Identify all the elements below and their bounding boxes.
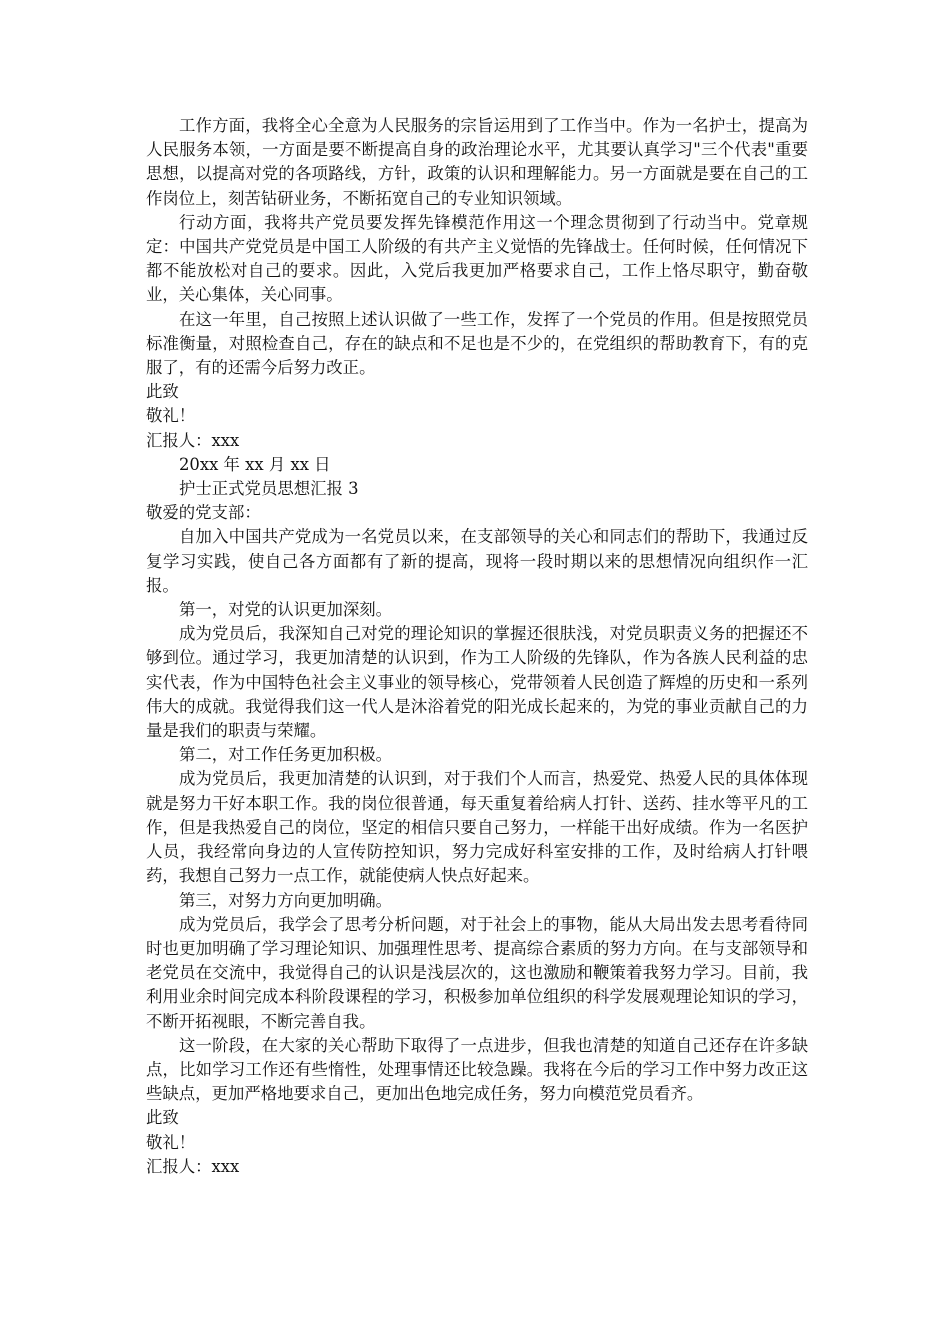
paragraph-action: 行动方面，我将共产党员要发挥先锋模范作用这一个理念贯彻到了行动当中。党章规定：中国共产党党员是中国工人阶级的有共产主义觉悟的先锋战士。任何时候，任何情况下都不能放松对自己的要求。因此，入党后我更加严格要求自己，工作上恪尽职守，勤奋敬业，关心集体，关心同事。 — [146, 212, 808, 305]
section-title: 护士正式党员思想汇报 3 — [179, 479, 359, 499]
paragraph-year-summary: 在这一年里，自己按照上述认识做了一些工作，发挥了一个党员的作用。但是按照党员标准衡量，对照检查自己，存在的缺点和不足也是不少的，在党组织的帮助教育下，有的克服了，有的还需今后努力改正。 — [146, 309, 808, 378]
paragraph-work: 工作方面，我将全心全意为人民服务的宗旨运用到了工作当中。作为一名护士，提高为人民服务本领，一方面是要不断提高自身的政治理论水平，尤其要认真学习"三个代表"重要思想，以提高对党的各项路线，方针，政策的认识和理解能力。另一方面就是要在自己的工作岗位上，刻苦钻研业务，不断拓宽自己的专业知识领域。 — [146, 116, 808, 208]
heading-first-point: 第一，对党的认识更加深刻。 — [179, 600, 393, 620]
report-date: 20xx 年 xx 月 xx 日 — [179, 454, 331, 474]
greeting: 敬爱的党支部： — [146, 503, 261, 523]
closing-salutation-2: 此致 — [146, 1108, 179, 1128]
paragraph-intro: 自加入中国共产党成为一名党员以来，在支部领导的关心和同志们的帮助下，我通过反复学习实践，使自己各方面都有了新的提高，现将一段时期以来的思想情况向组织作一汇报。 — [146, 527, 808, 595]
closing-regards-2: 敬礼！ — [146, 1132, 196, 1152]
paragraph-conclusion: 这一阶段，在大家的关心帮助下取得了一点进步，但我也清楚的知道自己还存在许多缺点，比如学习工作还有些惰性，处理事情还比较急躁。我将在今后的学习工作中努力改正这些缺点，更加严格地要求自己，更加出色地完成任务，努力向模范党员看齐。 — [146, 1035, 808, 1104]
document-page — [146, 114, 808, 1179]
heading-third-point: 第三，对努力方向更加明确。 — [179, 890, 393, 910]
paragraph-first-point: 成为党员后，我深知自己对党的理论知识的掌握还很肤浅，对党员职责义务的把握还不够到位。通过学习，我更加清楚的认识到，作为工人阶级的先锋队，作为各族人民利益的忠实代表，作为中国特色社会主义事业的领导核心，党带领着人民创造了辉煌的历史和一系列伟大的成就。我觉得我们这一代人是沐浴着党的阳光成长起来的，为党的事业贡献自己的力量是我们的职责与荣耀。 — [146, 624, 808, 741]
paragraph-third-point: 成为党员后，我学会了思考分析问题，对于社会上的事物，能从大局出发去思考看待同时也更加明确了学习理论知识、加强理性思考、提高综合素质的努力方向。在与支部领导和老党员在交流中，我觉得自己的认识是浅层次的，这也激励和鞭策着我努力学习。目前，我利用业余时间完成本科阶段课程的学习，积极参加单位组织的科学发展观理论知识的学习，不断开拓视眼，不断完善自我。 — [146, 914, 808, 1031]
heading-second-point: 第二，对工作任务更加积极。 — [179, 745, 393, 765]
paragraph-second-point: 成为党员后，我更加清楚的认识到，对于我们个人而言，热爱党、热爱人民的具体体现就是努力干好本职工作。我的岗位很普通，每天重复着给病人打针、送药、挂水等平凡的工作，但是我热爱自己的岗位，坚定的相信只要自己努力，一样能干出好成绩。作为一名医护人员，我经常向身边的人宣传防控知识，努力完成好科室安排的工作，及时给病人打针喂药，我想自己努力一点工作，就能使病人快点好起来。 — [146, 769, 808, 886]
closing-salutation: 此致 — [146, 382, 179, 402]
closing-regards: 敬礼！ — [146, 406, 196, 426]
reporter-signature: 汇报人：xxx — [146, 430, 240, 450]
reporter-signature-2: 汇报人：xxx — [146, 1156, 240, 1176]
